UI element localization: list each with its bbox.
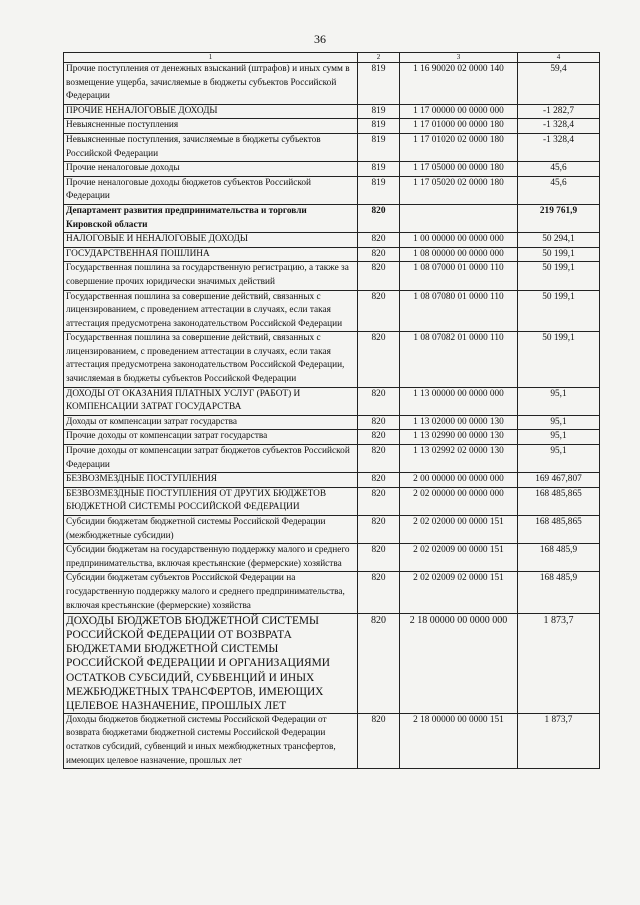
row-budget-code: 2 00 00000 00 0000 000 [400,473,518,488]
row-name: Субсидии бюджетам на государственную поддержку малого и среднего предпринимательства, включая крестьянские (фермерские) хозяйства [64,544,358,572]
row-amount: 50 294,1 [518,233,600,248]
row-name: БЕЗВОЗМЕЗДНЫЕ ПОСТУПЛЕНИЯ [64,473,358,488]
row-admin-code: 820 [358,204,400,232]
row-name: Доходы от компенсации затрат государства [64,415,358,430]
row-amount: 95,1 [518,430,600,445]
row-name: Прочие доходы от компенсации затрат бюджетов субъектов Российской Федерации [64,445,358,473]
row-admin-code: 820 [358,247,400,262]
row-name: Прочие поступления от денежных взысканий (штрафов) и иных сумм в возмещение ущерба, зачисляемые в бюджеты субъектов Российской Федерации [64,63,358,105]
row-budget-code: 1 08 07080 01 0000 110 [400,290,518,332]
table-row [64,262,600,290]
revenue-table [63,52,600,769]
table-row [64,415,600,430]
row-amount: 59,4 [518,63,600,105]
table-row [64,332,600,387]
row-budget-code: 1 08 07082 01 0000 110 [400,332,518,387]
row-budget-code: 1 13 02000 00 0000 130 [400,415,518,430]
row-admin-code: 820 [358,262,400,290]
row-budget-code: 1 17 00000 00 0000 000 [400,104,518,119]
row-admin-code: 820 [358,544,400,572]
row-amount: 1 873,7 [518,614,600,714]
table-row [64,473,600,488]
row-budget-code: 1 08 07000 01 0000 110 [400,262,518,290]
table-row [64,614,600,714]
row-amount: 50 199,1 [518,332,600,387]
row-name: Доходы бюджетов бюджетной системы Российской Федерации от возврата бюджетами бюджетной системы Российской Федерации остатков субсидий, субвенций и иных межбюджетных трансфертов, имеющих целевое назначение, прошлых лет [64,713,358,768]
row-admin-code: 820 [358,430,400,445]
row-name: ПРОЧИЕ НЕНАЛОГОВЫЕ ДОХОДЫ [64,104,358,119]
row-name: Прочие доходы от компенсации затрат государства [64,430,358,445]
table-row [64,487,600,515]
row-admin-code: 820 [358,572,400,614]
table-row [64,572,600,614]
row-budget-code: 2 02 02000 00 0000 151 [400,516,518,544]
table-row [64,133,600,161]
row-amount: 1 873,7 [518,713,600,768]
table-row [64,516,600,544]
row-amount: 168 485,9 [518,572,600,614]
row-admin-code: 820 [358,516,400,544]
row-admin-code: 820 [358,445,400,473]
row-budget-code: 1 08 00000 00 0000 000 [400,247,518,262]
row-name: Невыясненные поступления, зачисляемые в бюджеты субъектов Российской Федерации [64,133,358,161]
table-row [64,387,600,415]
row-name: ДОХОДЫ ОТ ОКАЗАНИЯ ПЛАТНЫХ УСЛУГ (РАБОТ) И КОМПЕНСАЦИИ ЗАТРАТ ГОСУДАРСТВА [64,387,358,415]
row-admin-code: 819 [358,63,400,105]
row-admin-code: 820 [358,233,400,248]
table-row [64,290,600,332]
column-number-2: 2 [358,53,400,63]
page-number: 36 [314,32,326,46]
row-budget-code: 2 18 00000 00 0000 151 [400,713,518,768]
row-name: Прочие неналоговые доходы [64,162,358,177]
table-row [64,713,600,768]
row-budget-code: 2 18 00000 00 0000 000 [400,614,518,714]
column-number-1: 1 [64,53,358,63]
row-amount: 168 485,9 [518,544,600,572]
row-budget-code: 1 13 00000 00 0000 000 [400,387,518,415]
table-row [64,445,600,473]
row-name: ДОХОДЫ БЮДЖЕТОВ БЮДЖЕТНОЙ СИСТЕМЫ РОССИЙСКОЙ ФЕДЕРАЦИИ ОТ ВОЗВРАТА БЮДЖЕТАМИ БЮДЖЕТНОЙ СИСТЕМЫ РОССИЙСКОЙ ФЕДЕРАЦИИ И ОРГАНИЗАЦИЯМИ ОСТАТКОВ СУБСИДИЙ, СУБВЕНЦИЙ И ИНЫХ МЕЖБЮДЖЕТНЫХ ТРАНСФЕРТОВ, ИМЕЮЩИХ ЦЕЛЕВОЕ НАЗНАЧЕНИЕ, ПРОШЛЫХ ЛЕТ [64,614,358,714]
row-amount: 45,6 [518,176,600,204]
column-number-3: 3 [400,53,518,63]
row-amount: 50 199,1 [518,262,600,290]
row-amount: -1 282,7 [518,104,600,119]
row-budget-code: 1 13 02990 00 0000 130 [400,430,518,445]
table-row [64,430,600,445]
row-budget-code: 1 17 01000 00 0000 180 [400,119,518,134]
row-amount: 95,1 [518,415,600,430]
row-amount: 219 761,9 [518,204,600,232]
row-amount: -1 328,4 [518,133,600,161]
row-name: ГОСУДАРСТВЕННАЯ ПОШЛИНА [64,247,358,262]
row-admin-code: 819 [358,119,400,134]
row-budget-code: 1 17 05000 00 0000 180 [400,162,518,177]
row-budget-code: 1 16 90020 02 0000 140 [400,63,518,105]
row-amount: 95,1 [518,387,600,415]
row-amount: 50 199,1 [518,247,600,262]
table-row [64,233,600,248]
row-budget-code: 1 00 00000 00 0000 000 [400,233,518,248]
table-row [64,176,600,204]
row-name: Невыясненные поступления [64,119,358,134]
row-name: Департамент развития предпринимательства и торговли Кировской области [64,204,358,232]
table-row [64,119,600,134]
row-budget-code: 2 02 00000 00 0000 000 [400,487,518,515]
table-row [64,104,600,119]
row-admin-code: 820 [358,713,400,768]
row-name: НАЛОГОВЫЕ И НЕНАЛОГОВЫЕ ДОХОДЫ [64,233,358,248]
row-admin-code: 820 [358,332,400,387]
row-name: Субсидии бюджетам бюджетной системы Российской Федерации (межбюджетные субсидии) [64,516,358,544]
row-amount: 45,6 [518,162,600,177]
table-row [64,247,600,262]
row-admin-code: 819 [358,176,400,204]
row-amount: 169 467,807 [518,473,600,488]
table-row [64,63,600,105]
row-admin-code: 820 [358,473,400,488]
row-name: БЕЗВОЗМЕЗДНЫЕ ПОСТУПЛЕНИЯ ОТ ДРУГИХ БЮДЖЕТОВ БЮДЖЕТНОЙ СИСТЕМЫ РОССИЙСКОЙ ФЕДЕРАЦИИ [64,487,358,515]
row-admin-code: 820 [358,614,400,714]
row-admin-code: 820 [358,415,400,430]
row-name: Прочие неналоговые доходы бюджетов субъектов Российской Федерации [64,176,358,204]
table-row [64,162,600,177]
row-name: Государственная пошлина за совершение действий, связанных с лицензированием, с проведением аттестации в случаях, если такая аттестация предусмотрена законодательством Российской Федерации [64,290,358,332]
row-amount: 50 199,1 [518,290,600,332]
row-name: Государственная пошлина за совершение действий, связанных с лицензированием, с проведением аттестации в случаях, если такая аттестация предусмотрена законодательством Российской Федерации, зачисляемая в бюджеты субъектов Российской Федерации [64,332,358,387]
row-budget-code: 1 17 05020 02 0000 180 [400,176,518,204]
column-number-4: 4 [518,53,600,63]
row-admin-code: 820 [358,290,400,332]
row-budget-code: 1 17 01020 02 0000 180 [400,133,518,161]
row-amount: 168 485,865 [518,516,600,544]
row-admin-code: 820 [358,387,400,415]
column-number-row [64,53,600,63]
row-name: Субсидии бюджетам субъектов Российской Федерации на государственную поддержку малого и среднего предпринимательства, включая крестьянские (фермерские) хозяйства [64,572,358,614]
row-amount: -1 328,4 [518,119,600,134]
row-name: Государственная пошлина за государственную регистрацию, а также за совершение прочих юридически значимых действий [64,262,358,290]
row-admin-code: 820 [358,487,400,515]
row-budget-code: 2 02 02009 02 0000 151 [400,572,518,614]
row-amount: 168 485,865 [518,487,600,515]
row-budget-code [400,204,518,232]
row-admin-code: 819 [358,104,400,119]
row-budget-code: 2 02 02009 00 0000 151 [400,544,518,572]
row-admin-code: 819 [358,133,400,161]
table-row [64,204,600,232]
table-row [64,544,600,572]
row-admin-code: 819 [358,162,400,177]
row-budget-code: 1 13 02992 02 0000 130 [400,445,518,473]
row-amount: 95,1 [518,445,600,473]
